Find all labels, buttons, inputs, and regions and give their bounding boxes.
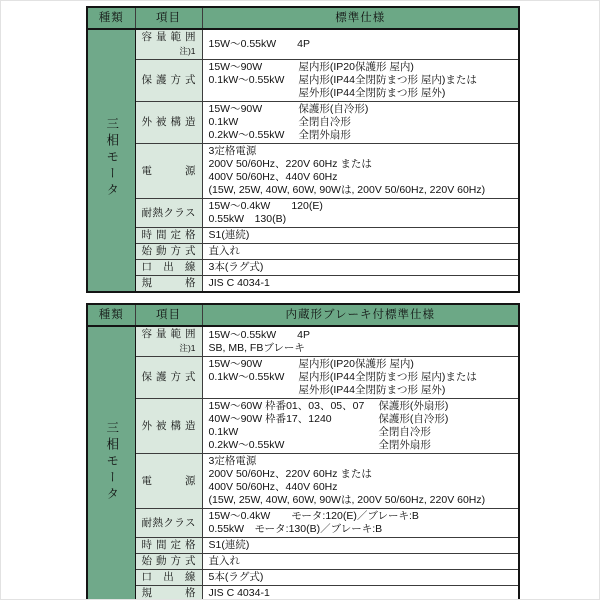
spec-value-cell: [202, 326, 519, 357]
row-label-cell: [135, 570, 202, 586]
table-row: [87, 538, 519, 554]
row-label-note: 注)1: [179, 343, 196, 353]
spec-line: JIS C 4034-1: [208, 277, 270, 289]
spec-line: (15W, 25W, 40W, 60W, 90Wは, 200V 50/60Hz, 220V 60Hz): [208, 494, 486, 506]
row-label-cell: [135, 260, 202, 276]
row-label: 口出線: [141, 571, 196, 583]
spec-lines: [209, 587, 270, 600]
spec-line: [209, 61, 477, 74]
spec-range: 15W～90W: [208, 358, 263, 370]
row-label-cell: [135, 199, 202, 228]
spec-desc: 屋内形(IP44全閉防まつ形 屋内)または: [298, 371, 477, 383]
row-label: 時間定格: [141, 539, 196, 551]
spec-line: 直入れ: [208, 555, 240, 567]
spec-value-cell: [202, 586, 519, 600]
spec-line: [209, 413, 449, 426]
spec-desc: 保護形(自冷形): [298, 103, 369, 115]
spec-desc: 全閉外扇形: [298, 129, 351, 141]
spec-desc: 屋内形(IP44全閉防まつ形 屋内)または: [298, 74, 477, 86]
row-label: 保護方式: [141, 371, 196, 383]
spec-lines: [209, 229, 250, 242]
row-label: 外被構造: [141, 419, 196, 432]
header-spec: 標準仕様: [202, 7, 519, 29]
spec-lines: [209, 245, 241, 258]
spec-lines: [209, 455, 486, 507]
table-row: [87, 29, 519, 60]
spec-line: 3本(ラグ式): [208, 261, 264, 273]
spec-line: [209, 358, 477, 371]
row-label: 始動方式: [141, 555, 196, 567]
spec-desc: 屋内形(IP20保護形 屋内): [298, 61, 414, 73]
spec-lines: [209, 277, 270, 290]
spec-lines: [209, 38, 311, 51]
row-label: 始動方式: [141, 245, 196, 257]
spec-line: [209, 439, 449, 452]
spec-line: [209, 74, 477, 87]
spec-line: 0.55kW 130(B): [208, 213, 287, 225]
spec-line: 5本(ラグ式): [208, 571, 264, 583]
table-row: [87, 228, 519, 244]
table-row: [87, 326, 519, 357]
table-row: [87, 586, 519, 600]
spec-line: (15W, 25W, 40W, 60W, 90Wは, 200V 50/60Hz, 220V 60Hz): [208, 184, 486, 196]
spec-desc: 屋外形(IP44全閉防まつ形 屋外): [298, 87, 446, 99]
spec-desc: 全閉外扇形: [378, 439, 431, 451]
category-cell: [87, 29, 135, 292]
table-row: [87, 144, 519, 199]
spec-desc: 屋内形(IP20保護形 屋内): [298, 358, 414, 370]
table-row: [87, 260, 519, 276]
spec-desc: 保護形(自冷形): [378, 413, 449, 425]
spec-value-cell: [202, 244, 519, 260]
table-row: [87, 357, 519, 399]
spec-range: 15W～60W 枠番01、03、05、07: [208, 400, 365, 412]
spec-desc: 全閉自冷形: [378, 426, 431, 438]
spec-range: [209, 87, 299, 100]
spec-line: 3定格電源: [208, 455, 257, 467]
spec-line: [209, 129, 369, 142]
row-label-cell: [135, 29, 202, 60]
spec-lines: [209, 200, 323, 226]
table-header-row: [87, 7, 519, 29]
row-label: 時間定格: [141, 229, 196, 241]
table-row: [87, 399, 519, 454]
spec-value-cell: [202, 102, 519, 144]
spec-range: 0.2kW～0.55kW: [208, 439, 285, 451]
spec-value-cell: [202, 260, 519, 276]
spec-range: 0.1kW～0.55kW: [208, 371, 285, 383]
spec-lines: [209, 555, 241, 568]
spec-value-cell: [202, 399, 519, 454]
spec-value-cell: [202, 144, 519, 199]
category-label: 三相モータ: [104, 420, 119, 504]
spec-value-cell: [202, 199, 519, 228]
spec-line: SB, MB, FBブレーキ: [208, 341, 305, 354]
spec-range: 0.1kW: [208, 426, 239, 438]
row-label-cell: [135, 144, 202, 199]
spec-lines: [209, 400, 449, 452]
spec-lines: [209, 61, 477, 100]
spec-lines: [209, 261, 264, 274]
spec-value-cell: [202, 509, 519, 538]
spec-line: 15W～0.55kW 4P: [208, 328, 311, 341]
spec-lines: [209, 510, 419, 536]
spec-range: 0.1kW～0.55kW: [208, 74, 285, 86]
category-label: 三相モータ: [104, 117, 119, 200]
table-row: [87, 199, 519, 228]
spec-line: [209, 384, 477, 397]
spec-line: S1(連続): [208, 229, 250, 241]
row-label: 口出線: [141, 261, 196, 273]
spec-value-cell: [202, 60, 519, 102]
row-label: 外被構造: [141, 116, 196, 128]
table-header-row: [87, 304, 519, 326]
row-label-cell: [135, 60, 202, 102]
row-label: 容量範囲: [141, 31, 196, 43]
row-label: 規格: [141, 587, 196, 599]
table-row: [87, 570, 519, 586]
spec-lines: [209, 539, 250, 552]
table-row: [87, 244, 519, 260]
table-row: [87, 509, 519, 538]
spec-desc: 全閉自冷形: [298, 116, 351, 128]
spec-range: 15W～90W: [208, 103, 263, 115]
table-row: [87, 454, 519, 509]
row-label: 容量範囲: [141, 328, 196, 340]
row-label-cell: [135, 244, 202, 260]
spec-lines: [209, 145, 486, 197]
spec-line: 200V 50/60Hz、220V 60Hz または: [208, 468, 372, 480]
spec-lines: [209, 103, 369, 142]
spec-lines: [209, 358, 477, 397]
row-label: 耐熱クラス: [141, 516, 196, 529]
row-label-cell: [135, 554, 202, 570]
spec-value-cell: [202, 554, 519, 570]
spec-value-cell: [202, 570, 519, 586]
category-cell: [87, 326, 135, 600]
spec-line: [209, 400, 449, 413]
spec-line: 直入れ: [208, 245, 240, 257]
spec-value-cell: [202, 357, 519, 399]
header-item: 項目: [135, 7, 202, 29]
spec-range: [209, 384, 299, 397]
row-label-cell: [135, 454, 202, 509]
spec-value-cell: [202, 538, 519, 554]
header-type: 種類: [87, 304, 135, 326]
spec-line: 15W～0.55kW 4P: [208, 38, 311, 50]
header-item: 項目: [135, 304, 202, 326]
spec-line: S1(連続): [208, 539, 250, 551]
spec-line: 400V 50/60Hz、440V 60Hz: [208, 171, 338, 183]
spec-desc: 屋外形(IP44全閉防まつ形 屋外): [298, 384, 446, 396]
spec-desc: 保護形(外扇形): [378, 400, 449, 412]
row-label-cell: [135, 509, 202, 538]
spec-value-cell: [202, 29, 519, 60]
row-label: 保護方式: [141, 74, 196, 86]
spec-lines: [209, 329, 311, 355]
row-label-cell: [135, 228, 202, 244]
spec-line: 15W～0.4kW モータ:120(E)／ブレーキ:B: [208, 510, 419, 522]
table-row: [87, 102, 519, 144]
spec-value-cell: [202, 228, 519, 244]
spec-line: 15W～0.4kW 120(E): [208, 200, 323, 212]
spec-range: 0.1kW: [208, 116, 239, 128]
row-label-note: 注)1: [179, 46, 196, 56]
spec-value-cell: [202, 454, 519, 509]
table-row: [87, 60, 519, 102]
row-label-cell: [135, 399, 202, 454]
spec-line: [209, 103, 369, 116]
row-label: 電源: [141, 474, 196, 487]
spec-line: 400V 50/60Hz、440V 60Hz: [208, 481, 338, 493]
spec-line: JIS C 4034-1: [208, 587, 270, 599]
header-type: 種類: [87, 7, 135, 29]
row-label-cell: [135, 538, 202, 554]
spec-line: 200V 50/60Hz、220V 60Hz または: [208, 158, 372, 170]
header-spec: 内蔵形ブレーキ付標準仕様: [202, 304, 519, 326]
row-label: 規格: [141, 277, 196, 289]
spec-value-cell: [202, 276, 519, 293]
spec-line: 3定格電源: [208, 145, 257, 157]
row-label-cell: [135, 357, 202, 399]
row-label-cell: [135, 102, 202, 144]
brake-spec-table: [86, 303, 520, 600]
spec-line: [209, 426, 449, 439]
spec-range: 15W～90W: [208, 61, 263, 73]
spec-lines: [209, 571, 264, 584]
row-label: 耐熱クラス: [141, 206, 196, 219]
table-row: [87, 554, 519, 570]
row-label-cell: [135, 586, 202, 600]
row-label-cell: [135, 276, 202, 293]
spec-line: [209, 87, 477, 100]
row-label: 電源: [141, 164, 196, 177]
spec-range: 0.2kW～0.55kW: [208, 129, 285, 141]
table-row: [87, 276, 519, 293]
spec-range: 40W～90W 枠番17、1240: [208, 413, 332, 425]
standard-spec-table: [86, 6, 520, 293]
spec-line: 0.55kW モータ:130(B)／ブレーキ:B: [208, 523, 383, 535]
spec-line: [209, 371, 477, 384]
row-label-cell: [135, 326, 202, 357]
spec-line: [209, 116, 369, 129]
